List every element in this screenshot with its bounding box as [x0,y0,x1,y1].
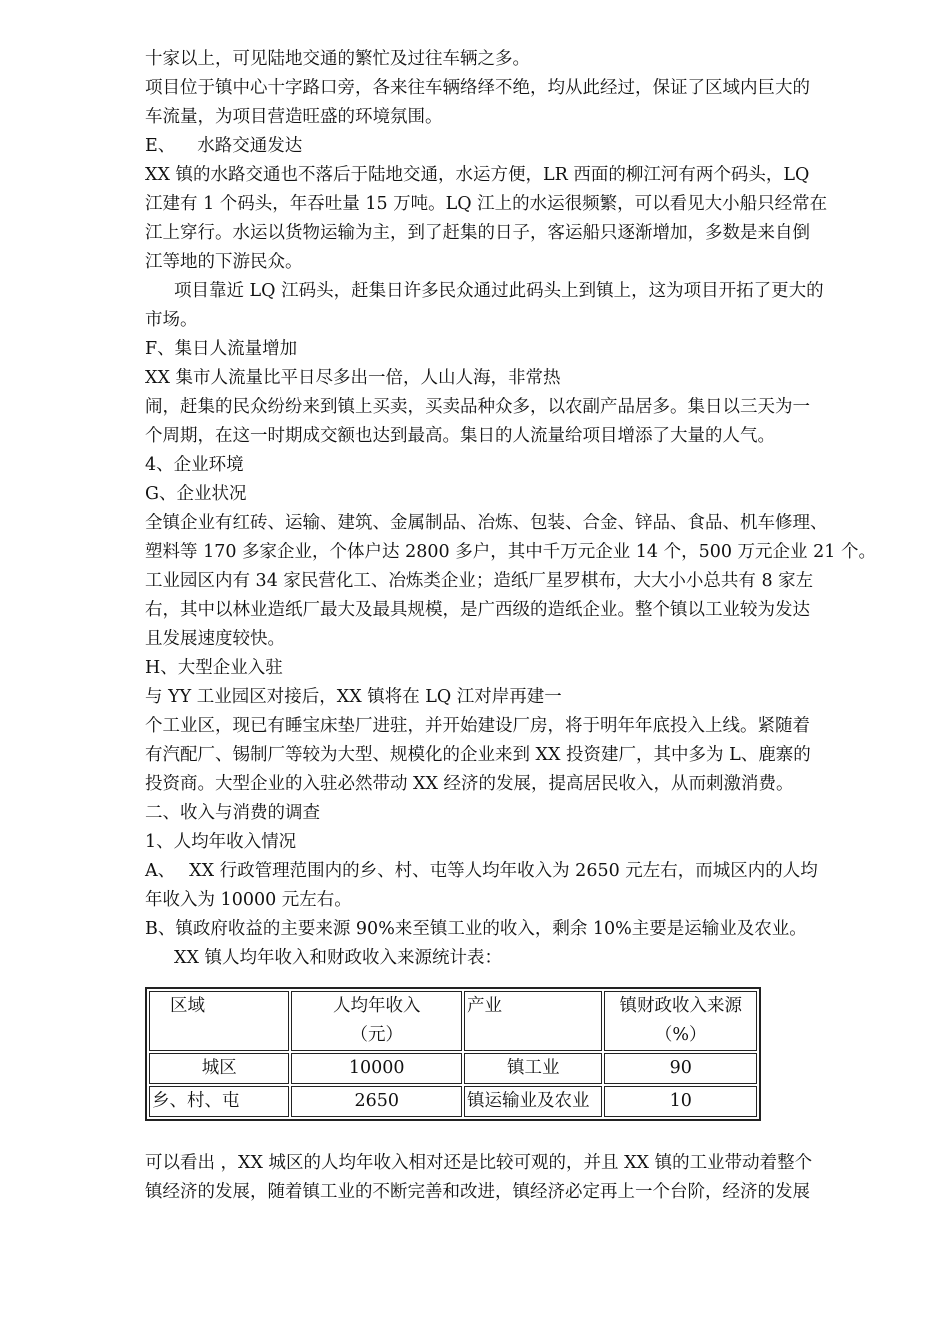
text-line [145,103,885,132]
table-header-row [149,991,757,1051]
document-page [145,45,885,1207]
table-cell: 90 [604,1053,757,1084]
text-line [145,480,885,509]
text-segment: 镇经济的发展，随着镇工业的不断完善和改进，镇经济必定再上一个台阶，经济的发展 [145,1182,810,1202]
text-line [145,248,885,277]
header-cell-income [291,991,462,1051]
text-line [145,596,885,625]
text-line [145,567,885,596]
header-revenue-label: 镇财政收入来源 [619,996,742,1016]
text-line [145,219,885,248]
text-line [145,364,885,393]
text-segment: 十家以上，可见陆地交通的繁忙及过往车辆之多。 [145,49,530,69]
text-line [145,944,885,973]
text-segment: H、大型企业入驻 [145,658,283,678]
table-cell: 10 [604,1086,757,1117]
text-line [145,306,885,335]
header-income-unit: （元） [350,1025,403,1045]
text-segment: 且发展速度较快。 [145,629,285,649]
text-segment: 水路交通发达 [197,136,303,156]
text-segment: 投资商。大型企业的入驻必然带动 XX 经济的发展，提高居民收入，从而刺激消费。 [145,774,794,794]
text-segment: 全镇企业有红砖、运输、建筑、金属制品、冶炼、包装、合金、锌品、食品、机车修理、 [145,513,828,533]
text-line [145,1149,885,1178]
table-cell: 乡、村、屯 [149,1086,289,1117]
text-line [145,509,885,538]
text-segment: E、 [145,136,176,156]
text-line [145,741,885,770]
text-line [145,1178,885,1207]
text-line [145,712,885,741]
text-segment: 塑料等 170 多家企业，个体户达 2800 多户，其中千万元企业 14 个，500 万元企业 21 个。 [145,542,876,562]
header-cell-region [149,991,289,1051]
text-line [145,161,885,190]
income-statistics-table [145,987,761,1121]
text-segment: 右，其中以林业造纸厂最大及最具规模，是广西级的造纸企业。整个镇以工业较为发达 [145,600,810,620]
text-line [145,625,885,654]
text-segment: 个工业区，现已有睡宝床垫厂进驻，并开始建设厂房，将于明年年底投入上线。紧随着 [145,716,810,736]
text-segment: 江上穿行。水运以货物运输为主，到了赶集的日子，客运船只逐渐增加，多数是来自倒 [145,223,810,243]
text-segment: 江等地的下游民众。 [145,252,303,272]
text-segment: A、 [145,861,176,881]
table-row [149,1086,757,1117]
text-line [145,799,885,828]
text-line [145,828,885,857]
body-text-before-table [145,45,885,973]
text-line [145,683,885,712]
header-income-label: 人均年收入 [332,996,421,1016]
table-cell: 10000 [291,1053,462,1084]
table-cell: 城区 [149,1053,289,1084]
text-line [145,393,885,422]
text-segment: 二、收入与消费的调查 [145,803,320,823]
text-segment: XX 镇的水路交通也不落后于陆地交通，水运方便，LR 西面的柳江河有两个码头，LQ [145,165,810,185]
text-line [145,654,885,683]
text-segment: G、企业状况 [145,484,247,504]
text-segment: XX 集市人流量比平日尽多出一倍，人山人海，非常热 [145,368,561,388]
text-line [145,857,885,886]
spacer [145,1121,885,1149]
text-line [145,335,885,364]
text-segment: XX 镇人均年收入和财政收入来源统计表： [174,948,502,968]
header-cell-industry [464,991,602,1051]
text-line [145,538,885,567]
text-line [145,45,885,74]
text-segment: 与 YY 工业园区对接后，XX 镇将在 LQ 江对岸再建一 [145,687,562,707]
spacer [145,973,885,987]
table-row [149,1053,757,1084]
text-line [145,886,885,915]
text-segment: 可以看出 ，XX 城区的人均年收入相对还是比较可观的，并且 XX 镇的工业带动着整个 [145,1153,813,1173]
text-segment: 闹，赶集的民众纷纷来到镇上买卖，买卖品种众多，以农副产品居多。集日以三天为一 [145,397,810,417]
text-line [145,915,885,944]
text-segment: XX 行政管理范围内的乡、村、屯等人均年收入为 2650 元左右，而城区内的人均 [189,861,818,881]
text-line [145,74,885,103]
text-line [145,770,885,799]
text-segment: 市场。 [145,310,198,330]
table-cell: 镇工业 [464,1053,602,1084]
text-segment: 江建有 1 个码头，年吞吐量 15 万吨。LQ 江上的水运很频繁，可以看见大小船只经常在 [145,194,828,214]
text-line [145,422,885,451]
text-segment: 个周期，在这一时期成交额也达到最高。集日的人流量给项目增添了大量的人气。 [145,426,775,446]
text-segment: 4、企业环境 [145,455,244,475]
header-revenue-unit: （%） [654,1025,707,1045]
text-segment: F、集日人流量增加 [145,339,298,359]
header-region-label: 区域 [170,996,205,1016]
text-segment: 项目位于镇中心十字路口旁，各来往车辆络绎不绝，均从此经过，保证了区域内巨大的 [145,78,810,98]
text-segment: 项目靠近 LQ 江码头，赶集日许多民众通过此码头上到镇上，这为项目开拓了更大的 [174,281,824,301]
text-segment: 年收入为 10000 元左右。 [145,890,352,910]
text-line [145,190,885,219]
table-cell: 2650 [291,1086,462,1117]
text-line [145,277,885,306]
header-industry-label: 产业 [467,996,503,1016]
text-segment: 工业园区内有 34 家民营化工、冶炼类企业；造纸厂星罗棋布，大大小小总共有 8 家左 [145,571,814,591]
text-segment: B、镇政府收益的主要来源 90%来至镇工业的收入，剩余 10%主要是运输业及农业。 [145,919,807,939]
text-segment: 1、人均年收入情况 [145,832,297,852]
body-text-after-table [145,1149,885,1207]
text-segment: 车流量，为项目营造旺盛的环境氛围。 [145,107,443,127]
text-line [145,451,885,480]
text-segment: 有汽配厂、锡制厂等较为大型、规模化的企业来到 XX 投资建厂，其中多为 L、鹿寨的 [145,745,811,765]
text-line [145,132,885,161]
table-cell: 镇运输业及农业 [464,1086,602,1117]
header-cell-revenue-source [604,991,757,1051]
